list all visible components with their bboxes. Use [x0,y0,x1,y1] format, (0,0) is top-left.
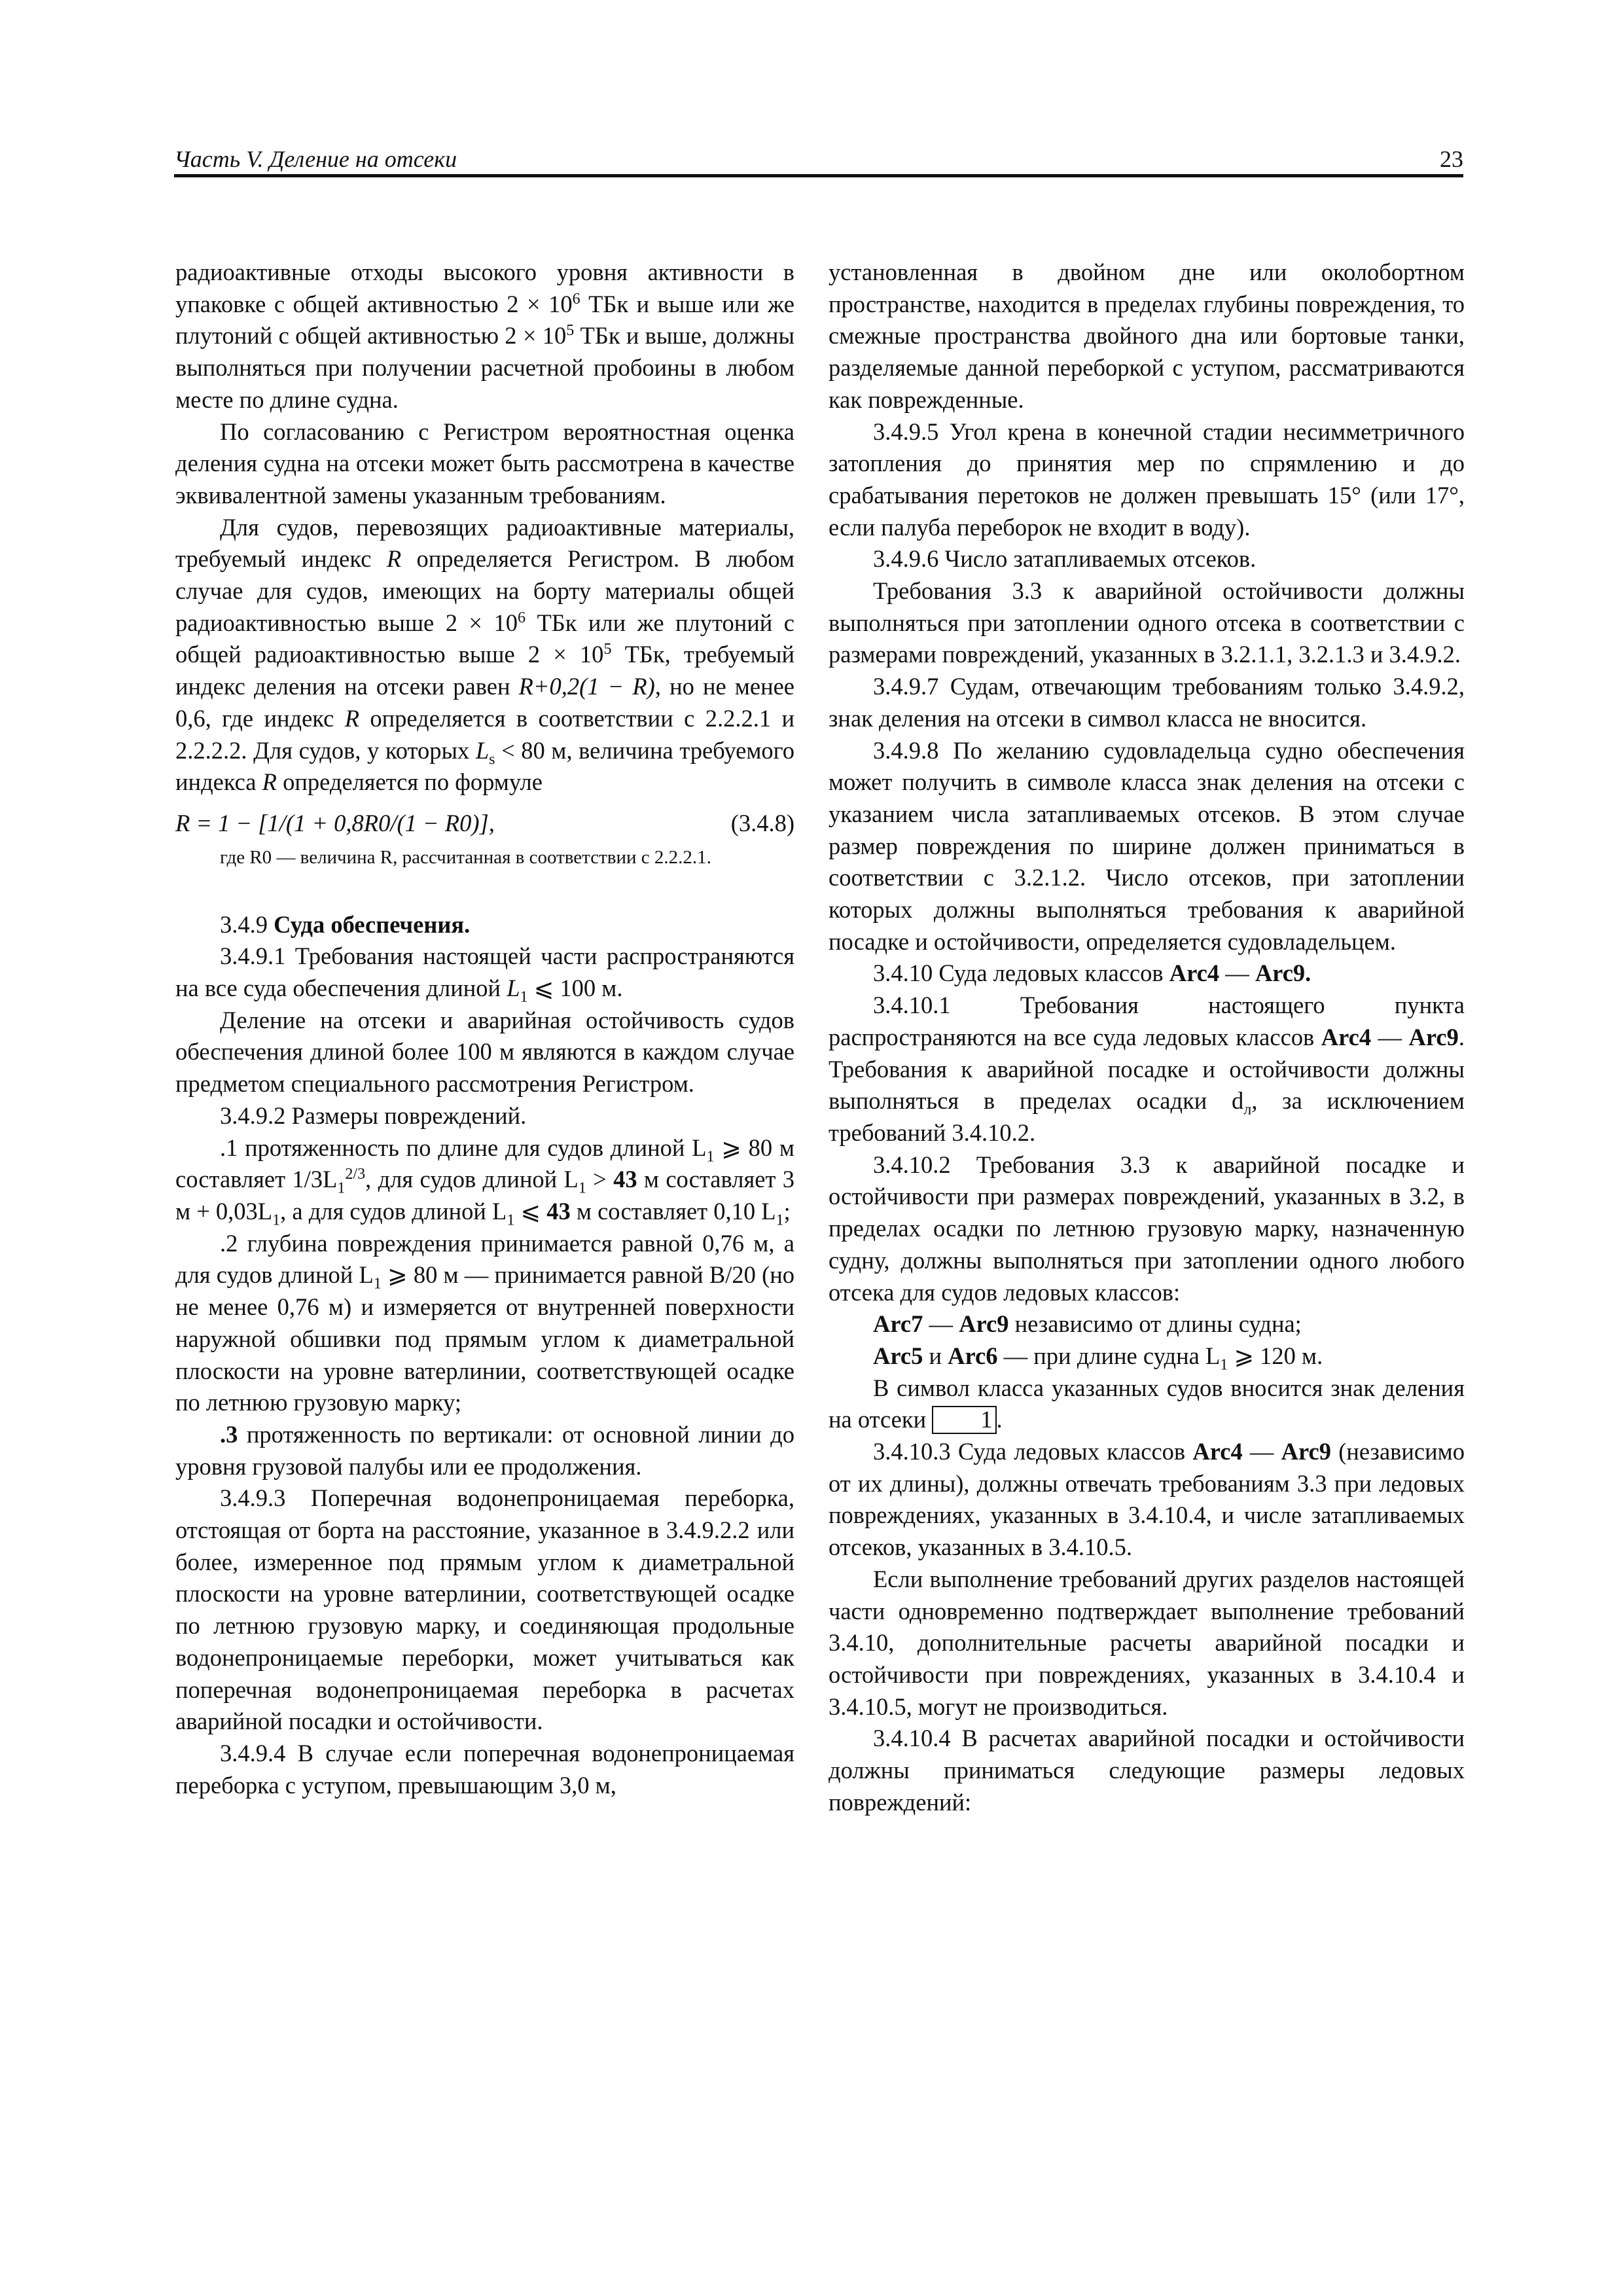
paragraph-division-100m: Деление на отсеки и аварийная остойчивость судов обеспечения длиной более 100 м являются в каждом случае предметом специального рассмотрения Регистром. [175,1006,794,1098]
formula-3-4-8 [175,808,794,840]
page-header [174,145,1463,178]
line-arc7-arc9: Arc7 — Arc9 независимо от длины судна; [873,1310,1302,1338]
right-column [829,257,1465,1818]
left-column [175,257,794,1801]
header-rule [174,174,1463,177]
formula-number: (3.4.8) [730,809,794,836]
item-damage-length: .1 протяженность по длине для судов длиной $L_1$ ⩾ 80 м составляет $1/3L_1^{2/3}$, для судов длиной $L_1 > 43$ м составляет 3 $м + 0,03L_1$, а для судов длиной $L_1$ ⩽ 43 м составляет 0,10 $L_1$; [175,1134,794,1229]
paragraph-3-4-9-2: 3.4.9.2 Размеры повреждений. [220,1102,527,1129]
item-damage-depth: .2 глубина повреждения принимается равной 0,76 м, а для судов длиной $L_1$ ⩾ 80 м — принимается равной B/20 (но не менее 0,76 м) и измеряется от внутренней поверхности наружной обшивки под прямым углом к диаметральной плоскости на уровне ватерлинии, соответствующей осадке по летнюю грузовую марку; [175,1229,795,1416]
paragraph-radioactive-waste: радиоактивные отходы высокого уровня активности в упаковке с общей активностью $2 \times 10^6$ ТБк и выше или же плутоний с общей активностью $2 \times 10^5$ ТБк и выше, должны выполняться при получении расчетной пробоины в любом месте по длине судна. [175,259,794,413]
section-3-4-9-heading: 3.4.9 Суда обеспечения. [220,910,471,938]
formula-expression: R = 1 − [1/(1 + 0,8R0/(1 − R0)], [175,809,495,836]
paragraph-3-4-10-4: 3.4.10.4 В расчетах аварийной посадки и остойчивости должны приниматься следующие размеры ледовых повреждений: [829,1725,1465,1816]
item-damage-vertical: .3 протяженность по вертикали: от основной линии до уровня грузовой палубы или ее продолжения. [175,1420,794,1480]
paragraph-3-4-9-3: 3.4.9.3 Поперечная водонепроницаемая переборка, отстоящая от борта на расстояние, указанное в 3.4.9.2.2 или более, измеренное под прямым углом к диаметральной плоскости на уровне ватерлинии, соответствующей осадке по летнюю грузовую марку, и соединяющая продольные водонепроницаемые переборки, может учитываться как поперечная водонепроницаемая переборка в расчетах аварийной посадки и остойчивости. [175,1484,794,1735]
paragraph-additional-calculations: Если выполнение требований других разделов настоящей части одновременно подтверждает выполнение требований 3.4.10, дополнительные расчеты аварийной посадки и остойчивости при повреждениях, указанных в 3.4.10.4 и 3.4.10.5, могут не производиться. [829,1565,1465,1720]
paragraph-3-4-10-2: 3.4.10.2 Требования 3.3 к аварийной посадке и остойчивости при размерах повреждений, указанных в 3.2, в пределах осадки по летнюю грузовую марку, назначенную судну, должны выполняться при затоплении одного любого отсека для судов ледовых классов: [829,1151,1465,1306]
formula-note: где R0 — величина R, рассчитанная в соответствии с 2.2.2.1. [220,846,711,868]
subdivision-mark: 1 [932,1406,996,1433]
paragraph-3-4-9-4: 3.4.9.4 В случае если поперечная водонепроницаемая переборка с уступом, превышающим 3,0 м, [175,1739,794,1799]
paragraph-class-symbol: В символ класса указанных судов вносится знак деления на отсеки 1 . [829,1374,1465,1433]
section-3-4-10-heading: 3.4.10 Суда ледовых классов Arc4 — Arc9. [873,960,1311,987]
paragraph-continuation: установленная в двойном дне или околобортном пространстве, находится в пределах глубины повреждения, то смежные пространства двойного дна или бортовые танки, разделяемые данной переборкой с уступом, рассматриваются как поврежденные. [829,259,1465,413]
header-title: Часть V. Деление на отсеки [174,146,457,172]
paragraph-3-4-9-8: 3.4.9.8 По желанию судовладельца судно обеспечения может получить в символе класса знак деления на отсеки с указанием числа затапливаемых отсеков. В этом случае размер повреждения по ширине должен приниматься в соответствии с 3.2.1.2. Число отсеков, при затоплении которых должны выполняться требования к аварийной посадке и остойчивости, определяется судовладельцем. [829,736,1465,955]
paragraph-3-4-10-3: 3.4.10.3 Суда ледовых классов Arc4 — Arc9 (независимо от их длины), должны отвечать требованиям 3.3 при ледовых повреждениях, указанных в 3.4.10.4, и числе затапливаемых отсеков, указанных в 3.4.10.5. [829,1438,1465,1561]
paragraph-3-4-10-1: 3.4.10.1 Требования настоящего пункта распространяются на все суда ледовых классов Arc4 — Arc9. Требования к аварийной посадке и остойчивости должны выполняться в пределах осадки $d_л$, за исключением требований 3.4.10.2. [829,992,1465,1146]
paragraph-radioactive-materials: Для судов, перевозящих радиоактивные материалы, требуемый индекс R определяется Регистром. В любом случае для судов, имеющих на борту материалы общей радиоактивностью выше $2 \times 10^6$ ТБк или же плутоний с общей радиоактивностью выше $2 \times 10^5$ ТБк, требуемый индекс деления на отсеки равен R+0,2(1 − R), но не менее 0,6, где индекс R определяется в соответствии с 2.2.2.1 и 2.2.2.2. Для судов, у которых $L_s < 80$ м, величина требуемого индекса R определяется по формуле [175,513,795,796]
paragraph-probabilistic-assessment: По согласованию с Регистром вероятностная оценка деления судна на отсеки может быть рассмотрена в качестве эквивалентной замены указанным требованиям. [175,418,794,509]
paragraph-requirements-3-3: Требования 3.3 к аварийной остойчивости должны выполняться при затоплении одного отсека в соответствии с размерами повреждений, указанных в 3.2.1.1, 3.2.1.3 и 3.4.9.2. [829,577,1465,668]
line-arc5-arc6: Arc5 и Arc6 — при длине судна $L_1$ ⩾ 120 м. [873,1342,1323,1374]
page-number: 23 [1440,146,1463,172]
paragraph-3-4-9-6: 3.4.9.6 Число затапливаемых отсеков. [873,545,1257,573]
paragraph-3-4-9-7: 3.4.9.7 Судам, отвечающим требованиям только 3.4.9.2, знак деления на отсеки в символ класса не вносится. [829,673,1465,732]
paragraph-3-4-9-5: 3.4.9.5 Угол крена в конечной стадии несимметричного затопления до принятия мер по спрямлению и до срабатывания перетоков не должен превышать 15° (или 17°, если палуба переборок не входит в воду). [829,418,1465,541]
paragraph-3-4-9-1: 3.4.9.1 Требования настоящей части распространяются на все суда обеспечения длиной $L_1$ ⩽ 100 м. [175,942,794,1006]
